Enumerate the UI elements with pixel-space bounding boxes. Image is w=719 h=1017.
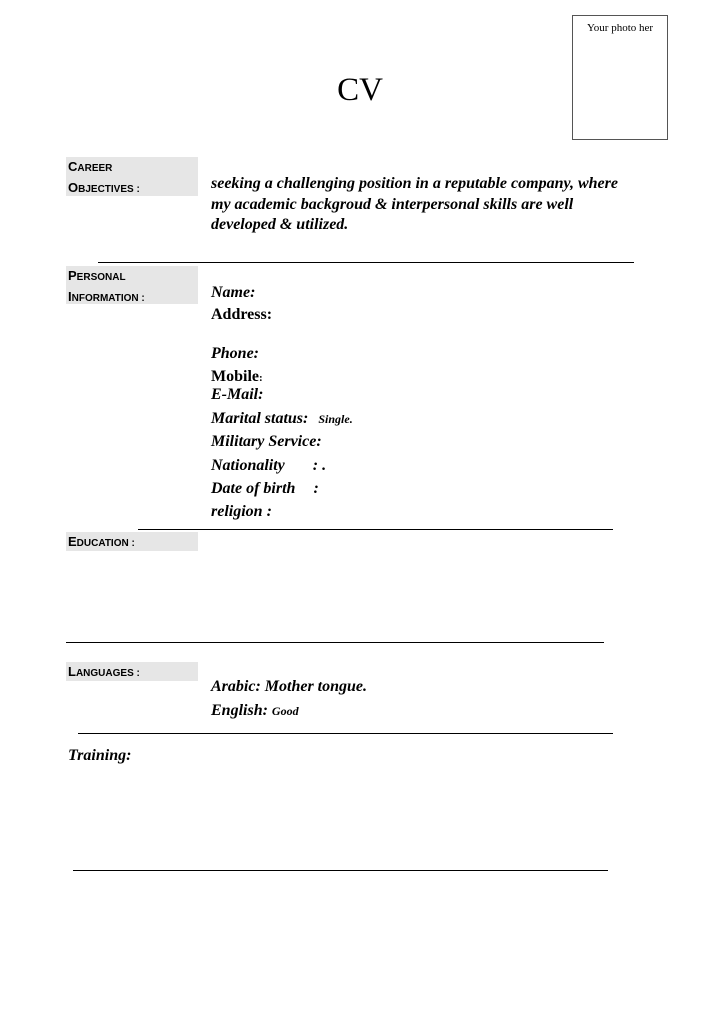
marital-status-field bbox=[211, 410, 353, 428]
mobile-colon: : bbox=[259, 372, 263, 384]
training-label: Training: bbox=[68, 747, 132, 764]
phone-field: Phone: bbox=[211, 345, 259, 362]
language-arabic: Arabic: Mother tongue. bbox=[211, 678, 368, 695]
language-english bbox=[211, 702, 299, 720]
marital-status-value: Single. bbox=[318, 412, 353, 426]
career-objective-text: seeking a challenging position in a reputable company, where my academic backgroud & interpersonal skills are well developed & utilized. bbox=[211, 175, 618, 233]
nationality-field bbox=[211, 457, 326, 475]
address-field: Address: bbox=[211, 306, 273, 323]
photo-placeholder bbox=[572, 15, 668, 140]
date-of-birth-sep: : bbox=[313, 480, 319, 497]
mobile-label: Mobile bbox=[211, 368, 259, 385]
languages-label: LANGUAGES : bbox=[66, 662, 198, 681]
date-of-birth-label: Date of birth bbox=[211, 480, 296, 497]
divider bbox=[138, 529, 613, 530]
career-objectives-label: CAREER OBJECTIVES : bbox=[66, 157, 198, 196]
personal-information-label: PERSONAL INFORMATION : bbox=[66, 266, 198, 304]
nationality-label: Nationality bbox=[211, 457, 285, 474]
language-english-label: English: bbox=[211, 702, 268, 719]
divider bbox=[78, 733, 613, 734]
education-label: EDUCATION : bbox=[66, 532, 198, 551]
email-field: E-Mail: bbox=[211, 386, 264, 403]
military-service-field: Military Service: bbox=[211, 433, 322, 450]
photo-placeholder-text: Your photo her bbox=[586, 22, 654, 34]
divider bbox=[66, 642, 604, 643]
mobile-field bbox=[211, 368, 263, 386]
divider bbox=[98, 262, 634, 263]
name-field: Name: bbox=[211, 284, 256, 301]
religion-field: religion : bbox=[211, 503, 272, 520]
language-english-value: Good bbox=[271, 704, 299, 718]
date-of-birth-field bbox=[211, 480, 319, 498]
marital-status-label: Marital status: bbox=[211, 410, 309, 427]
document-title: CV bbox=[337, 72, 383, 108]
divider bbox=[73, 870, 608, 871]
nationality-sep: : . bbox=[312, 457, 327, 474]
